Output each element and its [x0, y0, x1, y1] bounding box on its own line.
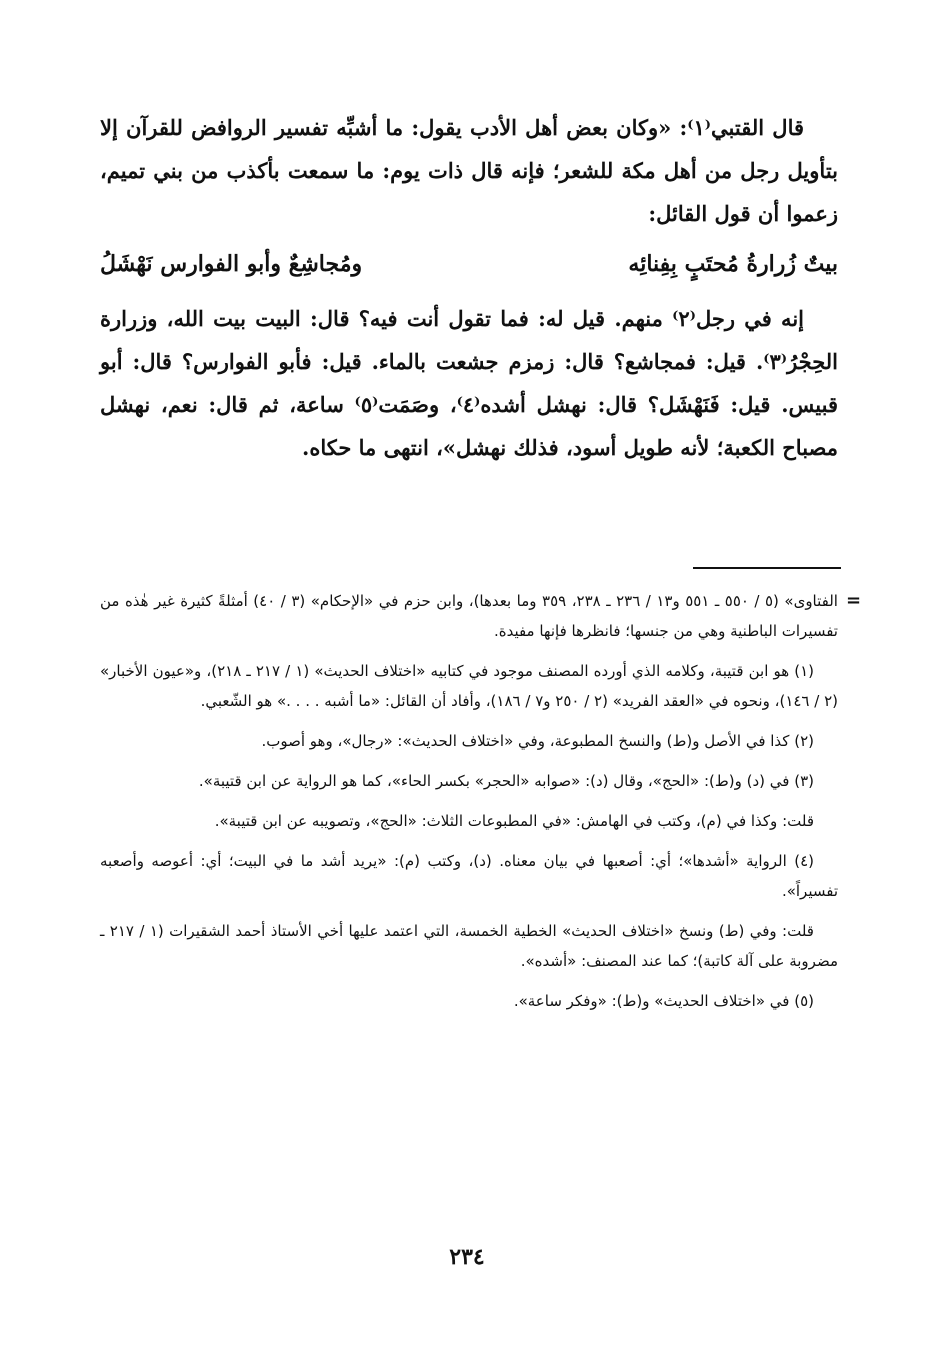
verse-second-hemistich: ومُجاشِعٌ وأبو الفوارس نَهْشَلُ	[100, 251, 363, 277]
footnote-5: (٥) في «اختلاف الحديث» و(ط): «وفكر ساعة».	[513, 992, 814, 1010]
footnote-separator	[693, 567, 841, 569]
footnote-3-comment: قلت: وكذا في (م)، وكتب في الهامش: «في المطبوعات الثلاث: «الحج»، وتصويبه عن ابن قتيبة».	[214, 812, 814, 830]
poetry-verse	[100, 237, 838, 291]
page-number: ٢٣٤	[449, 1244, 485, 1270]
main-paragraph-2: إنه في رجل⁽٢⁾ منهم. قيل له: فما تقول أنت فيه؟ قال: البيت بيت الله، وزرارة الحِجْرُ⁽٣⁾. قيل: فمجاشع؟ قال: زمزم جشعت بالماء. قيل: فأبو الفوارس؟ قال: أبو قبيس. قيل: فَنَهْشَل؟ قال: نهشل أشده⁽٤⁾، وصَمَت⁽٥⁾ ساعة، ثم قال: نعم، نهشل مصباح الكعبة؛ لأنه طويل أسود، فذلك نهشل»، انتهى ما حكاه.	[100, 306, 838, 460]
footnote-4: (٤) الرواية «أشدها»؛ أي: أصعبها في بيان معناه. (د)، وكتب (م): «يريد أشد ما في البيت؛ أي: أعوصه وأصعبه تفسيراً».	[100, 852, 838, 900]
main-paragraph-1: قال القتبي⁽١⁾: «وكان بعض أهل الأدب يقول: ما أشبِّه تفسير الروافض للقرآن إلا بتأويل رجل من أهل مكة للشعر؛ فإنه قال ذات يوم: ما سمعت بأكذب من بني تميم، زعموا أن قول القائل:	[100, 115, 838, 226]
footnote-2: (٢) كذا في الأصل و(ط) والنسخ المطبوعة، وفي «اختلاف الحديث»: «رجال»، وهو أصوب.	[261, 732, 814, 750]
footnote-4-comment: قلت: وفي (ط) ونسخ «اختلاف الحديث» الخطية الخمسة، التي اعتمد عليها أخي الأستاذ أحمد الشقيرات (١ / ٢١٧ ـ مضروبة على آلة كاتبة)؛ كما عند المصنف: «أشده».	[100, 922, 838, 970]
main-text-block	[100, 106, 838, 469]
footnote-continuation-mark: =	[846, 590, 862, 611]
footnote-continuation: الفتاوى» (٥ / ٥٥٠ ـ ٥٥١ و١٣ / ٢٣٦ ـ ٢٣٨، ٣٥٩ وما بعدها)، وابن حزم في «الإحكام» (٣ / ٤٠) أمثلةً كثيرة غير هٰذه من تفسيرات الباطنية وهي من جنسها؛ فانظرها فإنها مفيدة.	[100, 592, 838, 640]
verse-first-hemistich: بيتٌ زُرارةُ مُحتَبٍ بِفِنائِه	[628, 251, 838, 277]
footnote-1: (١) هو ابن قتيبة، وكلامه الذي أورده المصنف موجود في كتابيه «اختلاف الحديث» (١ / ٢١٧ ـ ٢١٨)، و«عيون الأخبار» (٢ / ١٤٦)، ونحوه في «العقد الفريد» (٢ / ٢٥٠ و٧ / ١٨٦)، وأفاد أن القائل: «ما أشبه . . . .» هو الشّعبي.	[100, 662, 838, 710]
footnote-3: (٣) في (د) و(ط): «الحج»، وقال (د): «صوابه «الحجر» بكسر الحاء»، كما هو الرواية عن ابن قتيبة».	[198, 772, 814, 790]
footnotes-block	[100, 586, 838, 1026]
